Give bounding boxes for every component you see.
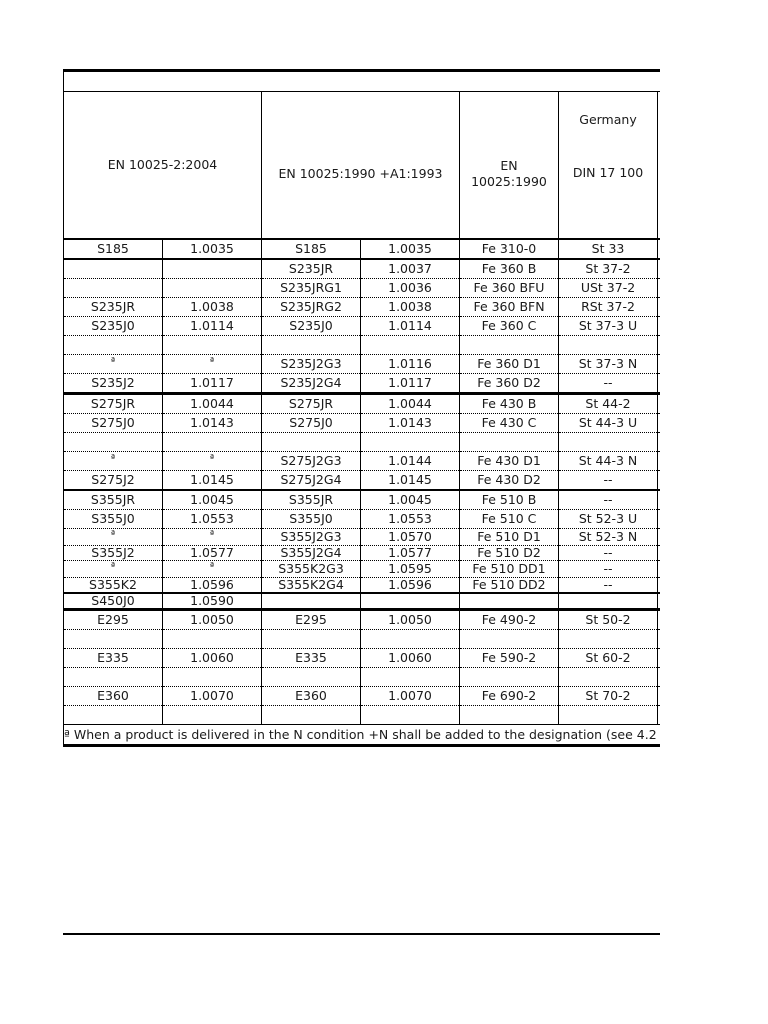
cell-text: 1.0045: [388, 492, 432, 507]
cell-text: St 44-3 U: [578, 415, 638, 430]
cell-text: S235J2: [91, 375, 135, 390]
table-cell: [559, 239, 658, 259]
cell-text: Fe 690-2: [481, 688, 537, 703]
cell-text: S235J0: [91, 318, 135, 333]
table-cell: [460, 668, 559, 687]
table-cell: [559, 490, 658, 510]
table-cell: [361, 317, 460, 336]
cell-text: S275J2G3: [280, 453, 342, 468]
cell-text: S355K2: [89, 577, 137, 592]
cell-text: Fe 510 D1: [477, 529, 541, 544]
table-cell: [262, 668, 361, 687]
cell-text: --: [603, 492, 613, 507]
cell-text: 1.0035: [388, 241, 432, 256]
cell-text: 1.0553: [388, 511, 432, 526]
cell-text: 1.0143: [388, 415, 432, 430]
table-cell: [64, 452, 163, 471]
cell-text: 1.0577: [190, 545, 234, 560]
table-cell: [559, 374, 658, 394]
header-en10025-1990-a1: [262, 92, 460, 240]
table-cell: [64, 414, 163, 433]
table-cell: [460, 433, 559, 452]
table-cell: [361, 687, 460, 706]
cell-text: 1.0070: [388, 688, 432, 703]
cell-text: ª: [110, 530, 116, 540]
table-cell: [64, 561, 163, 578]
cell-text: 1.0595: [388, 561, 432, 576]
cell-text: 1.0050: [190, 612, 234, 627]
cell-text: 1.0570: [388, 529, 432, 544]
table-cell: [163, 414, 262, 433]
cell-text: 1.0144: [388, 453, 432, 468]
cell-text: St 52-3 N: [578, 529, 638, 544]
cell-text: Fe 360 C: [481, 318, 537, 333]
table-cell: [262, 593, 361, 610]
table-cell: [559, 649, 658, 668]
table-cell: [163, 490, 262, 510]
table-cell: [361, 593, 460, 610]
table-cell: [163, 394, 262, 414]
table-cell: [460, 706, 559, 725]
cell-text: E360: [97, 688, 129, 703]
table-cell: [559, 471, 658, 491]
cell-text: S355J2G3: [280, 529, 342, 544]
table-cell: [163, 259, 262, 279]
table-cell: [559, 561, 658, 578]
cell-text: St 70-2: [585, 688, 631, 703]
table-cell: [361, 394, 460, 414]
cell-text: Fe 430 C: [481, 415, 537, 430]
cell-text: --: [603, 375, 613, 390]
table-cell: [64, 374, 163, 394]
cell-text: St 44-3 N: [578, 453, 638, 468]
table-cell: [460, 649, 559, 668]
cell-text: ª: [110, 454, 116, 464]
table-cell: [559, 529, 658, 546]
table-cell: [163, 452, 262, 471]
cell-text: Fe 360 D2: [477, 375, 541, 390]
table-cell: [559, 355, 658, 374]
table-cell: [460, 510, 559, 529]
table-cell: [262, 239, 361, 259]
cell-text: Fe 430 B: [481, 396, 537, 411]
cell-text: S235J2G4: [280, 375, 342, 390]
cell-text: St 44-2: [585, 396, 631, 411]
cell-text: 1.0037: [388, 261, 432, 276]
table-cell: [559, 630, 658, 649]
cell-text: Fe 510 DD1: [472, 561, 546, 576]
table-cell: [163, 561, 262, 578]
table-cell: [262, 414, 361, 433]
table-cell: [460, 452, 559, 471]
table-cell: [361, 336, 460, 355]
cell-text: Fe 490-2: [481, 612, 537, 627]
cell-text: 1.0114: [388, 318, 432, 333]
table-cell: [559, 414, 658, 433]
cell-text: ª: [110, 562, 116, 572]
table-cell: [262, 298, 361, 317]
table-cell: [460, 239, 559, 259]
cell-text: 1.0114: [190, 318, 234, 333]
table-cell: [163, 510, 262, 529]
table-cell: [460, 546, 559, 561]
cell-text: Fe 510 B: [481, 492, 537, 507]
table-cell: [460, 374, 559, 394]
header-en10025-2-2004: [64, 92, 262, 240]
table-cell: [64, 630, 163, 649]
table-cell: [64, 529, 163, 546]
table-cell: [262, 529, 361, 546]
table-cell: [361, 546, 460, 561]
table-cell: [163, 610, 262, 630]
cell-text: Fe 510 D2: [477, 545, 541, 560]
cell-text: 1.0060: [388, 650, 432, 665]
cell-text: S235JRG1: [280, 280, 342, 295]
bottom-rule: [63, 933, 660, 935]
table-cell: [559, 298, 658, 317]
table-cell: [64, 355, 163, 374]
table-cell: [460, 279, 559, 298]
table-cell: [163, 593, 262, 610]
table-cell: [361, 561, 460, 578]
cell-text: 1.0044: [190, 396, 234, 411]
table-cell: [460, 317, 559, 336]
cell-text: 1.0038: [388, 299, 432, 314]
cell-text: E295: [97, 612, 129, 627]
cell-text: Fe 510 DD2: [472, 577, 546, 592]
table-cell: [460, 687, 559, 706]
cell-text: S185: [295, 241, 327, 256]
table-cell: [262, 630, 361, 649]
cell-text: ª: [209, 530, 215, 540]
table-cell: [64, 471, 163, 491]
cell-text: S355J0: [289, 511, 333, 526]
table-cell: [163, 355, 262, 374]
table-cell: [64, 239, 163, 259]
table-cell: [559, 546, 658, 561]
cell-text: 1.0117: [190, 375, 234, 390]
cell-text: Fe 360 BFN: [473, 299, 545, 314]
table-cell: [559, 317, 658, 336]
table-cell: [559, 578, 658, 594]
table-cell: [163, 630, 262, 649]
table-cell: [262, 471, 361, 491]
table-cell: [163, 433, 262, 452]
cell-text: --: [603, 472, 613, 487]
table-cell: [361, 668, 460, 687]
cell-text: Fe 430 D1: [477, 453, 541, 468]
table-cell: [262, 355, 361, 374]
table-cell: [460, 336, 559, 355]
cell-text: S355J2G4: [280, 545, 342, 560]
cell-text: S275J0: [289, 415, 333, 430]
table-cell: [163, 471, 262, 491]
table-cell: [559, 433, 658, 452]
cell-text: 1.0050: [388, 612, 432, 627]
cell-text: S275J2: [91, 472, 135, 487]
table-cell: [262, 687, 361, 706]
table-cell: [559, 452, 658, 471]
table-cell: [64, 687, 163, 706]
cell-text: ª: [209, 357, 215, 367]
table-cell: [64, 668, 163, 687]
table-cell: [262, 317, 361, 336]
header-germany-text: Germany: [579, 112, 637, 127]
cell-text: 1.0145: [388, 472, 432, 487]
cell-text: 1.0577: [388, 545, 432, 560]
table-cell: [460, 394, 559, 414]
cell-text: Fe 360 D1: [477, 356, 541, 371]
table-cell: [163, 668, 262, 687]
table-cell: [460, 490, 559, 510]
table-cell: [64, 706, 163, 725]
table-cell: [262, 394, 361, 414]
table-cell: [460, 414, 559, 433]
table-cell: [361, 706, 460, 725]
table-cell: [361, 471, 460, 491]
cell-text: ª: [209, 562, 215, 572]
cell-text: 1.0044: [388, 396, 432, 411]
table-cell: [361, 355, 460, 374]
table-cell: [460, 578, 559, 594]
table-cell: [361, 298, 460, 317]
table-cell: [262, 336, 361, 355]
table-cell: [559, 593, 658, 610]
table-cell: [361, 433, 460, 452]
cell-text: S355JR: [288, 492, 334, 507]
table-cell: [559, 706, 658, 725]
cell-text: 1.0553: [190, 511, 234, 526]
table-cell: [361, 630, 460, 649]
table-cell: [559, 510, 658, 529]
footnote-text: ª When a product is delivered in the N condition +N shall be added to the designation (see 4.2: [64, 726, 657, 742]
cell-text: S275J0: [91, 415, 135, 430]
cell-text: St 33: [591, 241, 625, 256]
cell-text: --: [603, 561, 613, 576]
table-cell: [361, 279, 460, 298]
cell-text: 1.0143: [190, 415, 234, 430]
cell-text: E295: [295, 612, 327, 627]
cell-text: 1.0117: [388, 375, 432, 390]
table-cell: [64, 279, 163, 298]
table-cell: [262, 561, 361, 578]
table-cell: [460, 630, 559, 649]
cell-text: 1.0060: [190, 650, 234, 665]
table-cell: [460, 355, 559, 374]
table-cell: [262, 452, 361, 471]
table-cell: [64, 610, 163, 630]
table-cell: [460, 298, 559, 317]
table-cell: [559, 687, 658, 706]
cell-text: E360: [295, 688, 327, 703]
cell-text: S355J0: [91, 511, 135, 526]
cell-text: St 37-2: [585, 261, 631, 276]
cell-text: RSt 37-2: [581, 299, 635, 314]
table-cell: [361, 610, 460, 630]
table-cell: [64, 336, 163, 355]
cell-text: 1.0596: [190, 577, 234, 592]
table-cell: [361, 510, 460, 529]
table-cell: [163, 374, 262, 394]
table-cell: [460, 593, 559, 610]
table-cell: [163, 279, 262, 298]
cell-text: S275JR: [90, 396, 136, 411]
cell-text: --: [603, 577, 613, 592]
table-cell: [361, 490, 460, 510]
cell-text: E335: [97, 650, 129, 665]
table-cell: [559, 610, 658, 630]
cell-text: Fe 590-2: [481, 650, 537, 665]
cell-text: St 60-2: [585, 650, 631, 665]
header-din-text: DIN 17 100: [572, 165, 644, 180]
cell-text: E335: [295, 650, 327, 665]
cell-text: Fe 360 BFU: [473, 280, 545, 295]
cell-text: S235JRG2: [280, 299, 342, 314]
cell-text: 1.0035: [190, 241, 234, 256]
cell-text: 1.0038: [190, 299, 234, 314]
table-cell: [64, 433, 163, 452]
cell-text: 1.0116: [388, 356, 432, 371]
cell-text: S235J2G3: [280, 356, 342, 371]
cell-text: Fe 430 D2: [477, 472, 541, 487]
table-cell: [64, 317, 163, 336]
cell-text: S355K2G3: [278, 561, 344, 576]
table-cell: [262, 546, 361, 561]
cell-text: ª: [209, 454, 215, 464]
table-cell: [163, 706, 262, 725]
cell-text: ª: [110, 357, 116, 367]
table-cell: [361, 239, 460, 259]
cell-text: S450J0: [91, 593, 135, 608]
table-cell: [460, 561, 559, 578]
table-cell: [64, 593, 163, 610]
cell-text: 1.0596: [388, 577, 432, 592]
table-cell: [361, 649, 460, 668]
table-cell: [64, 490, 163, 510]
table-cell: [559, 259, 658, 279]
cell-text: Fe 510 C: [481, 511, 537, 526]
table-cell: [163, 649, 262, 668]
cell-text: St 37-3 N: [578, 356, 638, 371]
cell-text: Fe 310-0: [481, 241, 537, 256]
table-cell: [361, 452, 460, 471]
table-cell: [262, 649, 361, 668]
table-cell: [64, 510, 163, 529]
cell-text: USt 37-2: [580, 280, 636, 295]
table-cell: [163, 298, 262, 317]
cell-text: St 52-3 U: [578, 511, 638, 526]
table-cell: [163, 529, 262, 546]
header-en10025-2-2004-text: EN 10025-2:2004: [107, 157, 218, 172]
table-cell: [460, 259, 559, 279]
table-cell: [163, 317, 262, 336]
cell-text: S235J0: [289, 318, 333, 333]
cell-text: Fe 360 B: [481, 261, 537, 276]
cell-text: S235JR: [90, 299, 136, 314]
table-cell: [163, 687, 262, 706]
header-en10025-1990: [460, 92, 559, 240]
table-cell: [262, 433, 361, 452]
table-cell: [262, 610, 361, 630]
cell-text: --: [603, 545, 613, 560]
header-en10025-1990-text: EN 10025:1990: [471, 158, 547, 189]
cell-text: S275J2G4: [280, 472, 342, 487]
cell-text: S235JR: [288, 261, 334, 276]
cell-text: 1.0045: [190, 492, 234, 507]
table-cell: [361, 578, 460, 594]
table-cell: [64, 546, 163, 561]
cell-text: S275JR: [288, 396, 334, 411]
table-cell: [64, 578, 163, 594]
table-cell: [262, 374, 361, 394]
table-cell: [361, 529, 460, 546]
cell-text: 1.0070: [190, 688, 234, 703]
table-cell: [163, 239, 262, 259]
table-cell: [460, 610, 559, 630]
cell-text: S355K2G4: [278, 577, 344, 592]
cell-text: 1.0145: [190, 472, 234, 487]
cell-text: 1.0590: [190, 593, 234, 608]
table-cell: [361, 414, 460, 433]
header-germany: [559, 92, 658, 240]
table-cell: [460, 471, 559, 491]
table-cell: [262, 510, 361, 529]
table-cell: [64, 298, 163, 317]
table-cell: [64, 649, 163, 668]
table-cell: [163, 546, 262, 561]
cell-text: 1.0036: [388, 280, 432, 295]
table-cell: [361, 259, 460, 279]
table-cell: [460, 529, 559, 546]
table-cell: [559, 394, 658, 414]
table-cell: [262, 490, 361, 510]
table-cell: [64, 259, 163, 279]
table-cell: [262, 578, 361, 594]
table-cell: [361, 374, 460, 394]
table-cell: [559, 279, 658, 298]
header-en10025-1990-a1-text: EN 10025:1990 +A1:1993: [278, 166, 443, 181]
table-cell: [64, 394, 163, 414]
cell-text: S185: [97, 241, 129, 256]
cell-text: St 50-2: [585, 612, 631, 627]
table-cell: [559, 668, 658, 687]
cell-text: S355JR: [90, 492, 136, 507]
table-cell: [262, 259, 361, 279]
table-cell: [262, 706, 361, 725]
table-cell: [163, 336, 262, 355]
table-cell: [559, 336, 658, 355]
table-cell: [262, 279, 361, 298]
page-right-margin: [660, 0, 768, 1024]
cell-text: St 37-3 U: [578, 318, 638, 333]
table-cell: [163, 578, 262, 594]
cell-text: S355J2: [91, 545, 135, 560]
